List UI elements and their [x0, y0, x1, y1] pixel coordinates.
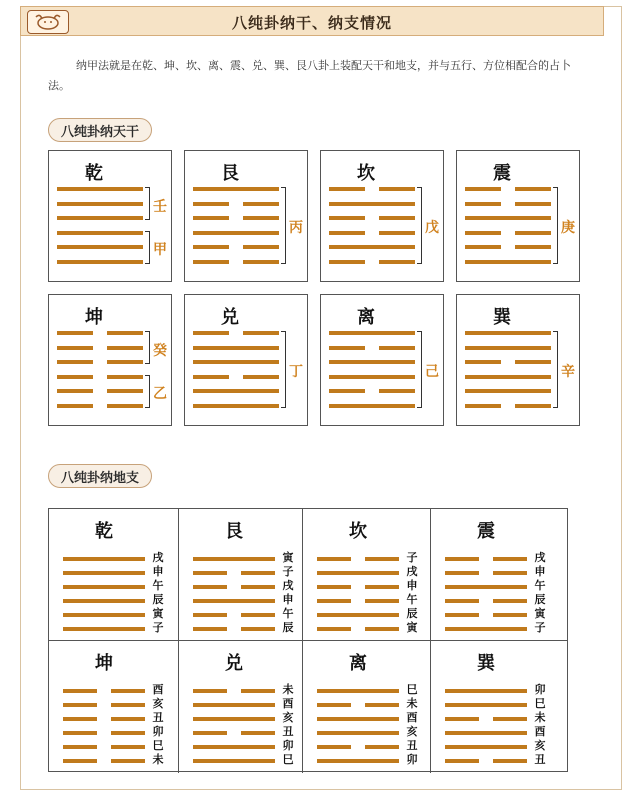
bracket [281, 331, 286, 408]
trigram-name: 坎 [357, 163, 375, 184]
bracket [145, 331, 150, 364]
yang-line [193, 599, 275, 603]
branch-label: 酉 [282, 697, 294, 710]
trigram-name: 震 [477, 521, 495, 542]
yang-line [63, 613, 145, 617]
yin-line [243, 331, 279, 335]
yang-line [329, 245, 415, 249]
yin-line [515, 202, 551, 206]
yang-line [63, 599, 145, 603]
stem-label: 辛 [561, 364, 575, 381]
yin-line [243, 375, 279, 379]
yin-line [111, 689, 145, 693]
yin-line [465, 245, 501, 249]
trigram-name: 坤 [85, 307, 103, 328]
yin-line [493, 759, 527, 763]
yang-line [63, 571, 145, 575]
yang-line [317, 759, 399, 763]
yin-line [365, 557, 399, 561]
branch-cell [431, 509, 567, 641]
bracket [281, 187, 286, 264]
yang-line [329, 331, 415, 335]
yin-line [57, 375, 93, 379]
yin-line [193, 260, 229, 264]
yin-line [241, 731, 275, 735]
section-label-stems: 八纯卦纳天干 [48, 118, 152, 142]
branch-label: 寅 [282, 551, 294, 564]
branch-label: 子 [534, 621, 546, 634]
trigram-name: 离 [349, 653, 367, 674]
yin-line [107, 375, 143, 379]
branch-label: 未 [282, 683, 294, 696]
yang-line [193, 404, 279, 408]
yang-line [445, 731, 527, 735]
branch-cell [179, 509, 303, 641]
branch-cell [431, 641, 567, 773]
yang-line [193, 389, 279, 393]
yang-line [329, 360, 415, 364]
yin-line [107, 389, 143, 393]
bracket [417, 331, 422, 408]
yang-line [465, 346, 551, 350]
trigram-name: 艮 [221, 163, 239, 184]
yin-line [243, 260, 279, 264]
yang-line [445, 689, 527, 693]
yang-line [63, 585, 145, 589]
yang-line [465, 375, 551, 379]
stem-label: 壬 [153, 198, 167, 215]
yin-line [193, 731, 227, 735]
yang-line [329, 375, 415, 379]
yin-line [63, 745, 97, 749]
branch-label: 未 [406, 697, 418, 710]
branch-label: 巳 [282, 753, 294, 766]
yin-line [193, 245, 229, 249]
title-bar [20, 6, 604, 36]
yin-line [317, 745, 351, 749]
yin-line [493, 599, 527, 603]
yang-line [317, 731, 399, 735]
branch-label: 卯 [282, 739, 294, 752]
branch-label: 卯 [406, 753, 418, 766]
branch-label: 辰 [406, 607, 418, 620]
yin-line [493, 571, 527, 575]
yang-line [445, 585, 527, 589]
yin-line [379, 389, 415, 393]
yin-line [317, 599, 351, 603]
stem-card [320, 294, 444, 426]
bracket [417, 187, 422, 264]
trigram-name: 乾 [85, 163, 103, 184]
yin-line [493, 613, 527, 617]
yin-line [241, 627, 275, 631]
branch-label: 巳 [534, 697, 546, 710]
yang-line [465, 331, 551, 335]
yin-line [241, 613, 275, 617]
yin-line [63, 689, 97, 693]
yin-line [57, 404, 93, 408]
trigram-name: 兑 [221, 307, 239, 328]
yang-line [445, 627, 527, 631]
yang-line [57, 216, 143, 220]
yin-line [445, 557, 479, 561]
stem-label: 丁 [289, 364, 303, 381]
page-title: 八纯卦纳干、纳支情况 [231, 14, 392, 32]
yin-line [63, 717, 97, 721]
yin-line [57, 346, 93, 350]
stem-card [184, 150, 308, 282]
branch-label: 子 [152, 621, 164, 634]
yin-line [317, 557, 351, 561]
yin-line [241, 571, 275, 575]
stem-card [320, 150, 444, 282]
yin-line [515, 245, 551, 249]
trigram-name: 乾 [95, 521, 113, 542]
branch-label: 酉 [152, 683, 164, 696]
bracket [553, 187, 558, 264]
yang-line [317, 717, 399, 721]
yin-line [241, 585, 275, 589]
branch-label: 辰 [282, 621, 294, 634]
yang-line [193, 745, 275, 749]
stem-card [456, 150, 580, 282]
yin-line [243, 202, 279, 206]
branch-label: 丑 [152, 711, 164, 724]
yin-line [241, 689, 275, 693]
yin-line [515, 187, 551, 191]
yin-line [317, 585, 351, 589]
yin-line [445, 613, 479, 617]
yang-line [193, 557, 275, 561]
intro-paragraph: 纳甲法就是在乾、坤、坎、离、震、兑、巽、艮八卦上装配天干和地支，并与五行、方位相配合的占卜法。 [48, 59, 571, 92]
yin-line [329, 216, 365, 220]
yang-line [57, 187, 143, 191]
branch-label: 巳 [406, 683, 418, 696]
yin-line [379, 216, 415, 220]
yin-line [193, 613, 227, 617]
yin-line [107, 346, 143, 350]
yin-line [365, 599, 399, 603]
branch-label: 戌 [282, 579, 294, 592]
yang-line [329, 404, 415, 408]
yang-line [465, 216, 551, 220]
trigram-name: 巽 [493, 307, 511, 328]
yin-line [465, 360, 501, 364]
branch-label: 寅 [152, 607, 164, 620]
yin-line [111, 759, 145, 763]
yin-line [379, 187, 415, 191]
yin-line [57, 331, 93, 335]
yin-line [445, 599, 479, 603]
branch-label: 卯 [152, 725, 164, 738]
branch-label: 亥 [152, 697, 164, 710]
yang-line [193, 360, 279, 364]
yin-line [329, 187, 365, 191]
branch-label: 辰 [534, 593, 546, 606]
yin-line [193, 585, 227, 589]
yin-line [365, 703, 399, 707]
yang-line [465, 389, 551, 393]
yin-line [111, 745, 145, 749]
trigram-name: 震 [493, 163, 511, 184]
yang-line [465, 260, 551, 264]
stem-card [184, 294, 308, 426]
branch-label: 午 [534, 579, 546, 592]
yang-line [445, 703, 527, 707]
stem-card [48, 294, 172, 426]
yang-line [193, 187, 279, 191]
yin-line [193, 375, 229, 379]
stem-label: 癸 [153, 342, 167, 359]
yang-line [57, 260, 143, 264]
yang-line [193, 231, 279, 235]
branch-label: 午 [406, 593, 418, 606]
trigram-name: 离 [357, 307, 375, 328]
stem-label: 戊 [425, 220, 439, 237]
yang-line [193, 759, 275, 763]
branch-label: 戌 [152, 551, 164, 564]
yin-line [193, 571, 227, 575]
branch-label: 未 [152, 753, 164, 766]
stem-label: 己 [425, 364, 439, 381]
yin-line [379, 231, 415, 235]
yin-line [379, 346, 415, 350]
stem-label: 甲 [153, 242, 167, 258]
yang-line [317, 689, 399, 693]
trigram-name: 巽 [477, 653, 495, 674]
yang-line [445, 745, 527, 749]
branch-label: 酉 [534, 725, 546, 738]
trigram-name: 兑 [225, 653, 243, 674]
yin-line [111, 717, 145, 721]
branch-cell [303, 641, 431, 773]
yin-line [515, 231, 551, 235]
yin-line [193, 627, 227, 631]
branch-label: 亥 [534, 739, 546, 752]
yin-line [57, 389, 93, 393]
branch-label: 卯 [534, 683, 546, 696]
yang-line [317, 613, 399, 617]
yin-line [243, 216, 279, 220]
yin-line [107, 331, 143, 335]
yin-line [379, 260, 415, 264]
bracket [145, 231, 150, 264]
branches-table [48, 508, 568, 772]
branch-label: 子 [406, 551, 418, 564]
yin-line [493, 557, 527, 561]
branch-label: 寅 [406, 621, 418, 634]
branch-label: 亥 [406, 725, 418, 738]
branch-cell [49, 641, 179, 773]
yin-line [107, 360, 143, 364]
stem-label: 丙 [289, 220, 303, 237]
branch-label: 申 [152, 565, 164, 578]
stem-label: 庚 [561, 220, 575, 237]
branch-label: 申 [406, 579, 418, 592]
yin-line [107, 404, 143, 408]
yin-line [243, 245, 279, 249]
branch-cell [303, 509, 431, 641]
section-label-branches: 八纯卦纳地支 [48, 464, 152, 488]
yang-line [57, 231, 143, 235]
branch-cell [179, 641, 303, 773]
yang-line [57, 202, 143, 206]
stem-card [48, 150, 172, 282]
yin-line [63, 731, 97, 735]
yin-line [515, 360, 551, 364]
yin-line [465, 187, 501, 191]
yin-line [465, 404, 501, 408]
yin-line [365, 585, 399, 589]
yin-line [445, 759, 479, 763]
yin-line [317, 703, 351, 707]
yin-line [193, 331, 229, 335]
branch-label: 丑 [282, 725, 294, 738]
stem-card [456, 294, 580, 426]
yin-line [465, 231, 501, 235]
branch-label: 丑 [406, 739, 418, 752]
branch-label: 戌 [406, 565, 418, 578]
branch-label: 辰 [152, 593, 164, 606]
branch-label: 戌 [534, 551, 546, 564]
yin-line [329, 260, 365, 264]
branch-label: 申 [534, 565, 546, 578]
yin-line [193, 216, 229, 220]
yin-line [329, 231, 365, 235]
yang-line [317, 571, 399, 575]
yin-line [63, 703, 97, 707]
yin-line [465, 202, 501, 206]
yin-line [493, 717, 527, 721]
branch-label: 子 [282, 565, 294, 578]
yang-line [193, 346, 279, 350]
trigram-name: 坎 [349, 521, 367, 542]
branch-label: 午 [152, 579, 164, 592]
branch-label: 酉 [406, 711, 418, 724]
yin-line [445, 571, 479, 575]
branch-cell [49, 509, 179, 641]
yang-line [329, 202, 415, 206]
bracket [553, 331, 558, 408]
branch-label: 未 [534, 711, 546, 724]
yin-line [193, 689, 227, 693]
yin-line [445, 717, 479, 721]
yang-line [193, 717, 275, 721]
yang-line [193, 703, 275, 707]
trigram-name: 坤 [95, 653, 113, 674]
yin-line [57, 360, 93, 364]
stem-label: 乙 [153, 386, 167, 402]
yin-line [365, 745, 399, 749]
yang-line [63, 627, 145, 631]
branch-label: 寅 [534, 607, 546, 620]
yin-line [515, 404, 551, 408]
yin-line [329, 389, 365, 393]
bracket [145, 187, 150, 220]
yin-line [365, 627, 399, 631]
yin-line [193, 202, 229, 206]
yin-line [329, 346, 365, 350]
branch-label: 申 [282, 593, 294, 606]
branch-label: 巳 [152, 739, 164, 752]
yin-line [317, 627, 351, 631]
trigram-name: 艮 [225, 521, 243, 542]
yang-line [57, 245, 143, 249]
branch-label: 丑 [534, 753, 546, 766]
yang-line [63, 557, 145, 561]
branch-label: 午 [282, 607, 294, 620]
yin-line [111, 703, 145, 707]
bracket [145, 375, 150, 408]
yin-line [63, 759, 97, 763]
yin-line [111, 731, 145, 735]
branch-label: 亥 [282, 711, 294, 724]
